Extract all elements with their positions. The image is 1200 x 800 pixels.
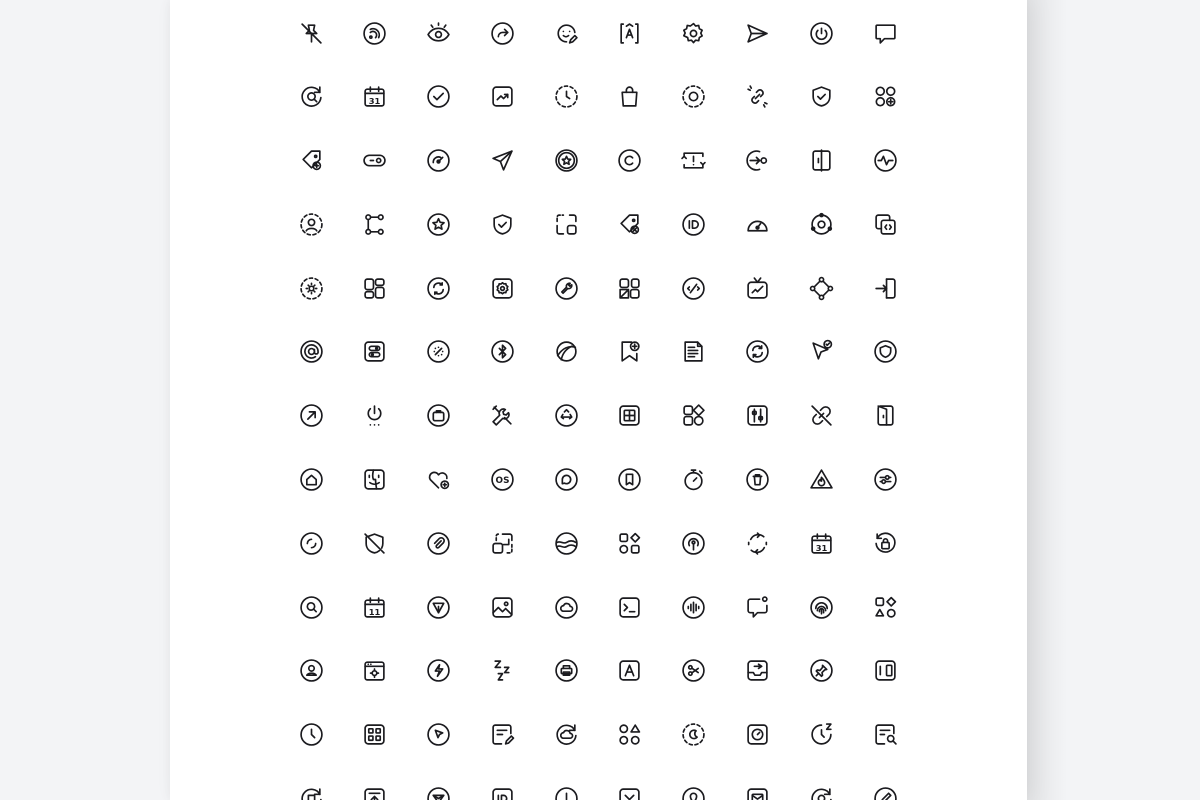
shield-off-icon bbox=[362, 531, 387, 556]
printer-circle-icon bbox=[554, 658, 579, 683]
eye-icon bbox=[426, 21, 451, 46]
translate-icon bbox=[617, 21, 642, 46]
mail-circle-icon bbox=[426, 786, 451, 800]
tag-add-icon bbox=[299, 148, 324, 173]
icon-cell bbox=[409, 641, 469, 701]
check-circle-icon bbox=[426, 84, 451, 109]
diamond-nodes-icon bbox=[809, 276, 834, 301]
inbox-icon bbox=[745, 658, 770, 683]
icon-cell bbox=[600, 577, 660, 637]
loading-circle-icon bbox=[299, 531, 324, 556]
icon-cell bbox=[536, 386, 596, 446]
cloud-circle-icon bbox=[554, 595, 579, 620]
mail-box-icon bbox=[745, 786, 770, 800]
face-edit-icon bbox=[554, 21, 579, 46]
id-box-icon bbox=[490, 786, 515, 800]
terminal-icon bbox=[617, 595, 642, 620]
icon-cell bbox=[600, 194, 660, 254]
shapes-mixed-icon bbox=[873, 595, 898, 620]
trash-circle-icon bbox=[745, 467, 770, 492]
filter-circle-icon bbox=[873, 467, 898, 492]
icon-cell bbox=[728, 322, 788, 382]
icon-cell bbox=[791, 67, 851, 127]
icon-cell bbox=[664, 450, 724, 510]
font-box-icon bbox=[617, 658, 642, 683]
home-circle-icon bbox=[299, 467, 324, 492]
icon-cell bbox=[791, 258, 851, 318]
icon-cell bbox=[536, 641, 596, 701]
icon-cell bbox=[855, 3, 915, 63]
code-copy-icon bbox=[873, 212, 898, 237]
moon-dashed-icon bbox=[681, 722, 706, 747]
icon-cell bbox=[664, 131, 724, 191]
icon-cell bbox=[536, 513, 596, 573]
icon-cell bbox=[664, 641, 724, 701]
audio-wave-icon bbox=[681, 595, 706, 620]
icon-cell bbox=[409, 131, 469, 191]
chat-bubble-icon bbox=[873, 21, 898, 46]
trending-box-icon bbox=[490, 84, 515, 109]
wrench-circle-icon bbox=[554, 276, 579, 301]
at-circle-icon bbox=[809, 786, 834, 800]
shopping-bag-icon bbox=[617, 84, 642, 109]
speedometer-icon bbox=[745, 212, 770, 237]
tag-close-icon bbox=[617, 212, 642, 237]
send-icon bbox=[745, 21, 770, 46]
icon-cell bbox=[728, 386, 788, 446]
icon-cell bbox=[600, 705, 660, 765]
icon-cell bbox=[409, 194, 469, 254]
icon-cell bbox=[855, 577, 915, 637]
icon-cell bbox=[536, 450, 596, 510]
svg-text:31: 31 bbox=[815, 542, 828, 553]
sliders-box-icon bbox=[362, 339, 387, 364]
shield-check-icon bbox=[809, 84, 834, 109]
icon-cell bbox=[664, 705, 724, 765]
forward-icon bbox=[490, 21, 515, 46]
icon-cell bbox=[345, 641, 405, 701]
icon-cell bbox=[472, 131, 532, 191]
icon-cell bbox=[728, 641, 788, 701]
lightning-circle-icon bbox=[426, 658, 451, 683]
search-circle-icon bbox=[299, 595, 324, 620]
shapes-dashed-icon bbox=[554, 212, 579, 237]
icon-cell bbox=[345, 67, 405, 127]
icon-cell bbox=[664, 258, 724, 318]
link-off-icon bbox=[809, 403, 834, 428]
icon-cell bbox=[345, 194, 405, 254]
bookmark-circle-icon bbox=[617, 467, 642, 492]
icon-cell bbox=[345, 705, 405, 765]
settings-orbit-icon bbox=[809, 212, 834, 237]
icon-cell bbox=[345, 322, 405, 382]
arrow-up-right-circle-icon bbox=[299, 403, 324, 428]
icon-cell bbox=[536, 67, 596, 127]
icon-cell bbox=[281, 641, 341, 701]
chevron-box-icon bbox=[617, 786, 642, 800]
copyright-icon bbox=[617, 148, 642, 173]
icon-cell bbox=[600, 322, 660, 382]
grid-squares-icon bbox=[362, 722, 387, 747]
globe-wave-icon bbox=[554, 531, 579, 556]
icon-cell bbox=[345, 386, 405, 446]
sheet-shadow bbox=[1027, 0, 1067, 800]
icon-cell bbox=[600, 386, 660, 446]
icon-cell bbox=[536, 705, 596, 765]
categories-icon bbox=[617, 276, 642, 301]
icon-cell bbox=[600, 641, 660, 701]
chat-circle-icon bbox=[554, 467, 579, 492]
icon-cell bbox=[472, 513, 532, 573]
icon-cell bbox=[664, 577, 724, 637]
gear-icon bbox=[681, 21, 706, 46]
mobile-panel-icon bbox=[873, 658, 898, 683]
icon-cell bbox=[791, 322, 851, 382]
icon-cell bbox=[409, 67, 469, 127]
icon-cell bbox=[855, 513, 915, 573]
edit-circle-icon bbox=[873, 786, 898, 800]
apps-add-icon bbox=[873, 84, 898, 109]
sync-circle-icon bbox=[426, 276, 451, 301]
icon-cell bbox=[791, 131, 851, 191]
podcast-icon bbox=[362, 21, 387, 46]
icon-cell bbox=[281, 131, 341, 191]
icon-cell bbox=[855, 131, 915, 191]
icon-cell bbox=[472, 450, 532, 510]
icon-cell bbox=[409, 450, 469, 510]
user-dashed-icon bbox=[299, 212, 324, 237]
toggle-icon bbox=[362, 148, 387, 173]
icon-cell bbox=[728, 194, 788, 254]
icon-cell bbox=[855, 705, 915, 765]
icon-cell bbox=[664, 3, 724, 63]
chat-notification-icon bbox=[745, 595, 770, 620]
icon-cell bbox=[472, 67, 532, 127]
icon-cell bbox=[600, 67, 660, 127]
star-circle-icon bbox=[426, 212, 451, 237]
at-sign-circle-icon bbox=[299, 339, 324, 364]
snooze-clock-icon bbox=[809, 722, 834, 747]
icon-cell bbox=[791, 641, 851, 701]
icon-cell bbox=[728, 3, 788, 63]
cloud-refresh-icon bbox=[554, 722, 579, 747]
sleep-icon bbox=[490, 658, 515, 683]
clock-icon bbox=[299, 722, 324, 747]
icon-cell bbox=[791, 3, 851, 63]
icon-cell bbox=[409, 386, 469, 446]
icon-cell bbox=[345, 513, 405, 573]
icon-sheet bbox=[170, 0, 1027, 800]
icon-cell bbox=[728, 577, 788, 637]
icon-cell bbox=[664, 194, 724, 254]
icon-cell bbox=[281, 705, 341, 765]
enter-panel-icon bbox=[873, 276, 898, 301]
icon-cell bbox=[855, 769, 915, 800]
image-icon bbox=[490, 595, 515, 620]
finder-icon bbox=[362, 467, 387, 492]
icon-cell bbox=[600, 131, 660, 191]
icon-cell bbox=[409, 705, 469, 765]
cursor-check-icon bbox=[809, 339, 834, 364]
icon-cell bbox=[536, 322, 596, 382]
icon-cell bbox=[281, 322, 341, 382]
svg-text:31: 31 bbox=[369, 96, 381, 107]
refresh-doc-icon bbox=[299, 786, 324, 800]
icon-cell bbox=[345, 3, 405, 63]
search-refresh-icon bbox=[299, 84, 324, 109]
note-edit-icon bbox=[490, 722, 515, 747]
icon-cell bbox=[281, 386, 341, 446]
equalizer-box-icon bbox=[745, 403, 770, 428]
icon-cell bbox=[281, 3, 341, 63]
icon-cell bbox=[728, 131, 788, 191]
bluetooth-circle-icon bbox=[490, 339, 515, 364]
icon-cell bbox=[855, 450, 915, 510]
icon-cell bbox=[791, 194, 851, 254]
icon-cell bbox=[345, 769, 405, 800]
icon-cell bbox=[728, 67, 788, 127]
id-circle-icon bbox=[681, 212, 706, 237]
icon-cell bbox=[536, 577, 596, 637]
user-circle-icon bbox=[299, 658, 324, 683]
spark-circle-icon bbox=[426, 339, 451, 364]
icon-cell bbox=[409, 577, 469, 637]
upload-box-icon bbox=[362, 786, 387, 800]
icon-cell bbox=[791, 705, 851, 765]
icon-cell bbox=[409, 258, 469, 318]
icon-cell bbox=[728, 513, 788, 573]
icon-cell bbox=[472, 641, 532, 701]
gauge-icon bbox=[426, 148, 451, 173]
icon-cell bbox=[600, 258, 660, 318]
door-icon bbox=[873, 403, 898, 428]
icon-cell bbox=[728, 769, 788, 800]
icon-cell bbox=[791, 513, 851, 573]
icon-cell bbox=[728, 258, 788, 318]
icon-cell bbox=[855, 194, 915, 254]
calendar-31-alt-icon bbox=[809, 531, 834, 556]
link-burst-icon bbox=[745, 84, 770, 109]
recycle-circle-icon bbox=[554, 403, 579, 428]
timer-box-icon bbox=[745, 722, 770, 747]
icon-cell bbox=[855, 258, 915, 318]
icon-cell bbox=[791, 577, 851, 637]
briefcase-circle-icon bbox=[426, 403, 451, 428]
object-dashed-icon bbox=[490, 531, 515, 556]
icon-cell bbox=[409, 513, 469, 573]
icon-cell bbox=[855, 641, 915, 701]
icon-cell bbox=[536, 194, 596, 254]
icon-cell bbox=[281, 67, 341, 127]
icon-cell bbox=[664, 769, 724, 800]
browser-settings-icon bbox=[362, 658, 387, 683]
record-dashed-icon bbox=[681, 84, 706, 109]
icon-cell bbox=[728, 450, 788, 510]
split-view-icon bbox=[809, 148, 834, 173]
swap-circle-icon bbox=[681, 276, 706, 301]
grid-box-icon bbox=[617, 403, 642, 428]
icon-cell bbox=[281, 258, 341, 318]
icon-cell bbox=[855, 67, 915, 127]
icon-cell bbox=[472, 769, 532, 800]
os-circle-icon bbox=[490, 467, 515, 492]
icon-cell bbox=[600, 450, 660, 510]
bookmark-add-icon bbox=[617, 339, 642, 364]
settings-box-icon bbox=[490, 276, 515, 301]
icon-cell bbox=[855, 386, 915, 446]
fire-warning-icon bbox=[809, 467, 834, 492]
icon-cell bbox=[472, 386, 532, 446]
info-circle-icon bbox=[554, 786, 579, 800]
icon-cell bbox=[536, 769, 596, 800]
orbit-icon bbox=[554, 339, 579, 364]
icon-cell bbox=[409, 322, 469, 382]
icon-cell bbox=[472, 3, 532, 63]
clock-dashed-icon bbox=[554, 84, 579, 109]
icon-cell bbox=[600, 513, 660, 573]
refresh-circle-icon bbox=[745, 339, 770, 364]
icon-cell bbox=[345, 450, 405, 510]
icon-cell bbox=[536, 258, 596, 318]
icon-cell bbox=[281, 194, 341, 254]
shapes-grid-icon bbox=[617, 531, 642, 556]
icon-cell bbox=[536, 131, 596, 191]
svg-text:OS: OS bbox=[495, 476, 510, 487]
login-circle-icon bbox=[745, 148, 770, 173]
tools-icon bbox=[490, 403, 515, 428]
calendar-31-icon bbox=[362, 84, 387, 109]
icon-cell bbox=[345, 258, 405, 318]
document-text-icon bbox=[681, 339, 706, 364]
activity-circle-icon bbox=[873, 148, 898, 173]
icon-cell bbox=[472, 258, 532, 318]
refresh-arrows-icon bbox=[745, 531, 770, 556]
icon-cell bbox=[664, 513, 724, 573]
alert-refresh-icon bbox=[681, 148, 706, 173]
icon-cell bbox=[728, 705, 788, 765]
icon-grid bbox=[281, 3, 915, 800]
icon-cell bbox=[664, 322, 724, 382]
dashboard-icon bbox=[362, 276, 387, 301]
lock-refresh-icon bbox=[873, 531, 898, 556]
star-badge-icon bbox=[554, 148, 579, 173]
icon-cell bbox=[409, 769, 469, 800]
svg-text:11: 11 bbox=[369, 606, 381, 617]
icon-cell bbox=[664, 67, 724, 127]
icon-cell bbox=[600, 769, 660, 800]
heart-add-icon bbox=[426, 467, 451, 492]
location-circle-icon bbox=[681, 786, 706, 800]
icon-cell bbox=[281, 450, 341, 510]
icon-cell bbox=[791, 450, 851, 510]
icon-cell bbox=[281, 769, 341, 800]
shapes-icon bbox=[681, 403, 706, 428]
cursor-circle-icon bbox=[426, 722, 451, 747]
shield-icon bbox=[490, 212, 515, 237]
nodes-icon bbox=[362, 212, 387, 237]
shield-circle-icon bbox=[873, 339, 898, 364]
power-icon bbox=[809, 21, 834, 46]
icon-cell bbox=[791, 769, 851, 800]
icon-cell bbox=[472, 194, 532, 254]
icon-cell bbox=[536, 3, 596, 63]
podcast-circle-icon bbox=[681, 531, 706, 556]
sun-dashed-icon bbox=[299, 276, 324, 301]
document-search-icon bbox=[873, 722, 898, 747]
icon-cell bbox=[409, 3, 469, 63]
tv-chart-icon bbox=[745, 276, 770, 301]
scissors-circle-icon bbox=[681, 658, 706, 683]
icon-cell bbox=[600, 3, 660, 63]
icon-cell bbox=[281, 577, 341, 637]
fingerprint-icon bbox=[809, 595, 834, 620]
icon-cell bbox=[664, 386, 724, 446]
icon-cell bbox=[472, 705, 532, 765]
icon-cell bbox=[345, 577, 405, 637]
icon-cell bbox=[281, 513, 341, 573]
power-dots-icon bbox=[362, 403, 387, 428]
paper-plane-icon bbox=[490, 148, 515, 173]
icon-cell bbox=[472, 322, 532, 382]
pin-circle-icon bbox=[809, 658, 834, 683]
paperclip-circle-icon bbox=[426, 531, 451, 556]
icon-cell bbox=[345, 131, 405, 191]
send-circle-icon bbox=[426, 595, 451, 620]
icon-cell bbox=[855, 322, 915, 382]
stopwatch-icon bbox=[681, 467, 706, 492]
shapes-outline-icon bbox=[617, 722, 642, 747]
icon-cell bbox=[791, 386, 851, 446]
pin-off-icon bbox=[299, 21, 324, 46]
icon-cell bbox=[472, 577, 532, 637]
calendar-11-icon bbox=[362, 595, 387, 620]
